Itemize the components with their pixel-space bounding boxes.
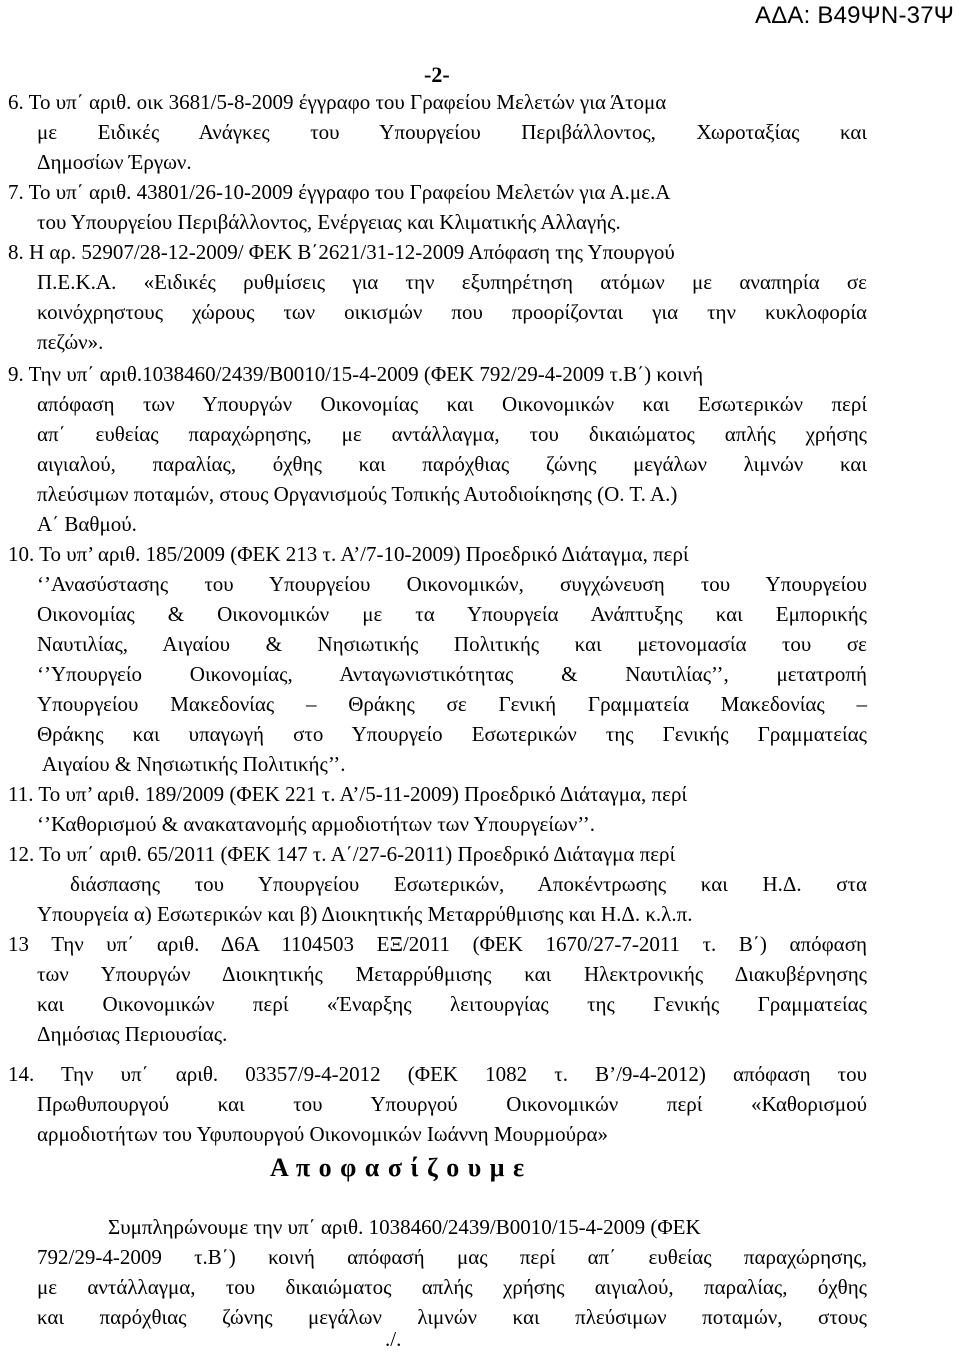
list-line: Δημόσιας Περιουσίας. xyxy=(37,1022,228,1046)
continuation-mark: ./. xyxy=(385,1327,402,1351)
list-line: 9. Την υπ΄ αριθ.1038460/2439/Β0010/15-4-2009 (ΦΕΚ 792/29-4-2009 τ.Β΄) κοινή xyxy=(8,362,704,386)
page-number: -2- xyxy=(424,62,450,87)
list-line: Π.Ε.Κ.Α. «Ειδικές ρυθμίσεις για την εξυπηρέτηση ατόμων με αναπηρία σε xyxy=(37,270,867,294)
list-line: 10. Το υπ’ αριθ. 185/2009 (ΦΕΚ 213 τ. Α’/7-10-2009) Προεδρικό Διάταγμα, περί xyxy=(8,542,689,566)
list-line: του Υπουργείου Περιβάλλοντος, Ενέργειας και Κλιματικής Αλλαγής. xyxy=(37,210,621,234)
list-line: Αιγαίου & Νησιωτικής Πολιτικής’’. xyxy=(42,752,346,776)
list-line: διάσπασης του Υπουργείου Εσωτερικών, Αποκέντρωσης και Η.Δ. στα xyxy=(70,872,867,896)
list-line: 13 Την υπ΄ αριθ. Δ6Α 1104503 ΕΞ/2011 (ΦΕΚ 1670/27-7-2011 τ. Β΄) απόφαση xyxy=(8,932,867,956)
list-line: 8. Η αρ. 52907/28-12-2009/ ΦΕΚ Β΄2621/31-12-2009 Απόφαση της Υπουργού xyxy=(8,240,675,264)
list-line: πλεύσιμων ποταμών, στους Οργανισμούς Τοπικής Αυτοδιοίκησης (Ο. Τ. Α.) xyxy=(37,482,678,506)
list-line: ‘’Υπουργείο Οικονομίας, Ανταγωνιστικότητας & Ναυτιλίας’’, μετατροπή xyxy=(37,662,867,686)
list-line: αρμοδιοτήτων του Υφυπουργού Οικονομικών Ιωάννη Μουρμούρα» xyxy=(37,1122,609,1146)
decision-line: 792/29-4-2009 τ.Β΄) κοινή απόφασή μας περί απ΄ ευθείας παραχώρησης, xyxy=(37,1245,867,1269)
list-line: 11. Το υπ’ αριθ. 189/2009 (ΦΕΚ 221 τ. Α’/5-11-2009) Προεδρικό Διάταγμα, περί xyxy=(8,782,688,806)
list-line: κοινόχρηστους χώρους των οικισμών που προορίζονται για την κυκλοφορία xyxy=(37,300,867,324)
list-line: αιγιαλού, παραλίας, όχθης και παρόχθιας ζώνης μεγάλων λιμνών και xyxy=(37,452,867,476)
decision-line: και παρόχθιας ζώνης μεγάλων λιμνών και πλεύσιμων ποταμών, στους xyxy=(37,1305,867,1329)
list-line: πεζών». xyxy=(37,330,104,354)
list-line: των Υπουργών Διοικητικής Μεταρρύθμισης και Ηλεκτρονικής Διακυβέρνησης xyxy=(37,962,867,986)
list-line: ‘’Ανασύστασης του Υπουργείου Οικονομικών, συγχώνευση του Υπουργείου xyxy=(37,572,867,596)
list-line: Ναυτιλίας, Αιγαίου & Νησιωτικής Πολιτικής και μετονομασία του σε xyxy=(37,632,867,656)
list-line: 6. Το υπ΄ αριθ. οικ 3681/5-8-2009 έγγραφο του Γραφείου Μελετών για Άτομα xyxy=(8,90,667,114)
list-line: 12. Το υπ΄ αριθ. 65/2011 (ΦΕΚ 147 τ. Α΄/27-6-2011) Προεδρικό Διάταγμα περί xyxy=(8,842,676,866)
list-line: Δημοσίων Έργων. xyxy=(37,150,192,174)
decision-heading: Α π ο φ α σ ί ζ ο υ μ ε xyxy=(270,1153,525,1182)
list-line: Υπουργείου Μακεδονίας – Θράκης σε Γενική Γραμματεία Μακεδονίας – xyxy=(37,692,867,716)
list-line: Οικονομίας & Οικονομικών με τα Υπουργεία Ανάπτυξης και Εμπορικής xyxy=(37,602,867,626)
list-line: Πρωθυπουργού και του Υπουργού Οικονομικών περί «Καθορισμού xyxy=(37,1092,867,1116)
list-line: και Οικονομικών περί «Έναρξης λειτουργίας της Γενικής Γραμματείας xyxy=(37,992,867,1016)
list-line: με Ειδικές Ανάγκες του Υπουργείου Περιβάλλοντος, Χωροταξίας και xyxy=(37,120,867,144)
list-line: 14. Την υπ΄ αριθ. 03357/9-4-2012 (ΦΕΚ 1082 τ. Β’/9-4-2012) απόφαση του xyxy=(8,1062,867,1086)
list-line: Α΄ Βαθμού. xyxy=(37,512,137,536)
list-line: Θράκης και υπαγωγή στο Υπουργείο Εσωτερικών της Γενικής Γραμματείας xyxy=(37,722,867,746)
decision-line: Συμπληρώνουμε την υπ΄ αριθ. 1038460/2439/Β0010/15-4-2009 (ΦΕΚ xyxy=(108,1215,701,1239)
list-line: απόφαση των Υπουργών Οικονομίας και Οικονομικών και Εσωτερικών περί xyxy=(37,392,867,416)
list-line: απ΄ ευθείας παραχώρησης, με αντάλλαγμα, του δικαιώματος απλής χρήσης xyxy=(37,422,867,446)
list-line: ‘’Καθορισμού & ανακατανομής αρμοδιοτήτων των Υπουργείων’’. xyxy=(37,812,595,836)
list-line: 7. Το υπ΄ αριθ. 43801/26-10-2009 έγγραφο του Γραφείου Μελετών για Α.με.Α xyxy=(8,180,671,204)
list-line: Υπουργεία α) Εσωτερικών και β) Διοικητικής Μεταρρύθμισης και Η.Δ. κ.λ.π. xyxy=(37,902,693,926)
decision-line: με αντάλλαγμα, του δικαιώματος απλής χρήσης αιγιαλού, παραλίας, όχθης xyxy=(37,1275,867,1299)
ada-code: ΑΔΑ: Β49ΨΝ-37Ψ xyxy=(754,2,954,29)
